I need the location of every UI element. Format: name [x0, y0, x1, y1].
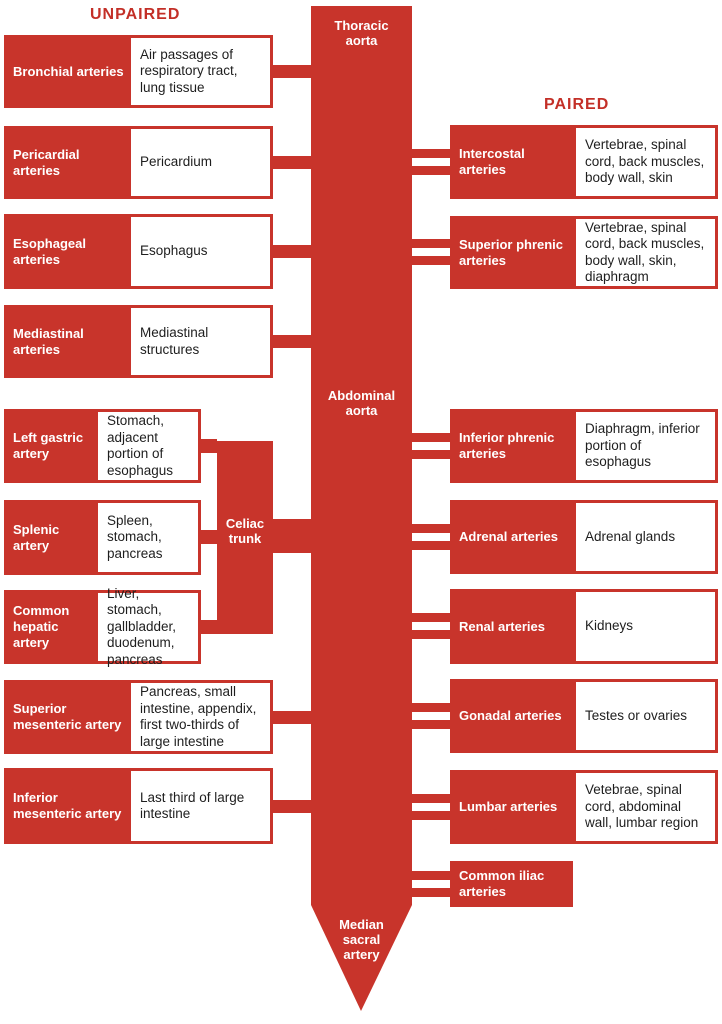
- artery-name: Renal arteries: [459, 618, 545, 634]
- artery-box-splenic: [4, 500, 201, 575]
- connector-renal-1: [412, 613, 450, 622]
- aorta-column: [311, 6, 412, 905]
- connector-mediastinal: [273, 335, 311, 348]
- connector-bronchial: [273, 65, 311, 78]
- celiac-trunk-label: Celiac trunk: [225, 516, 265, 546]
- artery-name: Splenic artery: [13, 521, 60, 553]
- artery-name: Superior phrenic arteries: [459, 236, 564, 268]
- connector-adrenal-1: [412, 524, 450, 533]
- artery-name: Inferior mesenteric artery: [13, 790, 122, 821]
- thoracic-aorta-label: Thoracic aorta: [334, 18, 389, 48]
- connector-superior-phrenic-1: [412, 239, 450, 248]
- artery-name: Superior mesenteric artery: [13, 701, 122, 732]
- connector-pericardial: [273, 156, 311, 169]
- artery-supplies: Esophagus: [128, 214, 273, 289]
- artery-name: Inferior phrenic arteries: [459, 430, 555, 461]
- artery-supplies: Liver, stomach, gallbladder, duodenum, pancreas: [95, 590, 201, 664]
- artery-box-esophageal: [4, 214, 273, 289]
- connector-left-gastric-celiac: [201, 439, 217, 453]
- connector-superior-mesenteric: [273, 711, 311, 724]
- connector-splenic-celiac: [201, 530, 217, 544]
- artery-supplies: Vertebrae, spinal cord, back muscles, body wall, skin, diaphragm: [573, 216, 718, 289]
- artery-name: Pericardial arteries: [13, 146, 80, 178]
- artery-supplies: Testes or ovaries: [573, 679, 718, 753]
- artery-name: Gonadal arteries: [459, 708, 562, 723]
- connector-common-iliac-2: [412, 888, 450, 897]
- artery-supplies: Pancreas, small intestine, appendix, first two-thirds of large intestine: [128, 680, 273, 754]
- artery-box-renal: [450, 589, 718, 664]
- connector-superior-phrenic-2: [412, 256, 450, 265]
- connector-gonadal-2: [412, 720, 450, 729]
- artery-supplies: Mediastinal structures: [128, 305, 273, 378]
- artery-box-adrenal: [450, 500, 718, 574]
- artery-supplies: Air passages of respiratory tract, lung tissue: [128, 35, 273, 108]
- artery-supplies: Spleen, stomach, pancreas: [95, 500, 201, 575]
- artery-name: Adrenal arteries: [459, 529, 558, 544]
- artery-box-inferior-phrenic: [450, 409, 718, 483]
- connector-inferior-phrenic-1: [412, 433, 450, 442]
- paired-header: PAIRED: [544, 96, 610, 113]
- connector-renal-2: [412, 630, 450, 639]
- connector-common-iliac-1: [412, 871, 450, 880]
- artery-box-superior-mesenteric: [4, 680, 273, 754]
- connector-intercostal-2: [412, 166, 450, 175]
- artery-box-inferior-mesenteric: [4, 768, 273, 844]
- abdominal-aorta-label: Abdominal aorta: [327, 388, 396, 418]
- connector-celiac-aorta: [273, 519, 311, 553]
- artery-name: Lumbar arteries: [459, 799, 558, 814]
- connector-common-hepatic-celiac: [201, 620, 217, 634]
- connector-gonadal-1: [412, 703, 450, 712]
- artery-supplies: Adrenal glands: [573, 500, 718, 574]
- artery-name: Mediastinal arteries: [13, 325, 84, 357]
- artery-supplies: Vertebrae, spinal cord, back muscles, body wall, skin: [573, 125, 718, 199]
- artery-box-mediastinal: [4, 305, 273, 378]
- connector-inferior-mesenteric: [273, 800, 311, 813]
- artery-supplies: Diaphragm, inferior portion of esophagus: [573, 409, 718, 483]
- artery-supplies: Pericardium: [128, 126, 273, 199]
- artery-name: Bronchial arteries: [13, 63, 124, 79]
- connector-esophageal: [273, 245, 311, 258]
- connector-intercostal-1: [412, 149, 450, 158]
- connector-lumbar-2: [412, 811, 450, 820]
- median-sacral-artery-label: Median sacral artery: [339, 917, 384, 962]
- artery-box-bronchial: [4, 35, 273, 108]
- artery-supplies: Kidneys: [573, 589, 718, 664]
- artery-box-left-gastric: [4, 409, 201, 483]
- artery-name: Common hepatic artery: [13, 603, 70, 650]
- artery-box-common-hepatic: [4, 585, 201, 667]
- artery-supplies: Vetebrae, spinal cord, abdominal wall, lumbar region: [573, 770, 718, 844]
- artery-box-lumbar: [450, 770, 718, 844]
- artery-name: Esophageal arteries: [13, 235, 86, 267]
- connector-lumbar-1: [412, 794, 450, 803]
- artery-supplies: Stomach, adjacent portion of esophagus: [95, 409, 201, 483]
- artery-box-gonadal: [450, 679, 718, 753]
- unpaired-header: UNPAIRED: [90, 6, 181, 23]
- artery-box-common-iliac: Common iliac arteries: [450, 861, 573, 907]
- artery-box-pericardial: [4, 126, 273, 199]
- artery-box-superior-phrenic: [450, 216, 718, 289]
- artery-supplies: Last third of large intestine: [128, 768, 273, 844]
- connector-adrenal-2: [412, 541, 450, 550]
- artery-name: Intercostal arteries: [459, 146, 525, 177]
- connector-inferior-phrenic-2: [412, 450, 450, 459]
- artery-box-intercostal: [450, 125, 718, 199]
- artery-name: Left gastric artery: [13, 430, 84, 461]
